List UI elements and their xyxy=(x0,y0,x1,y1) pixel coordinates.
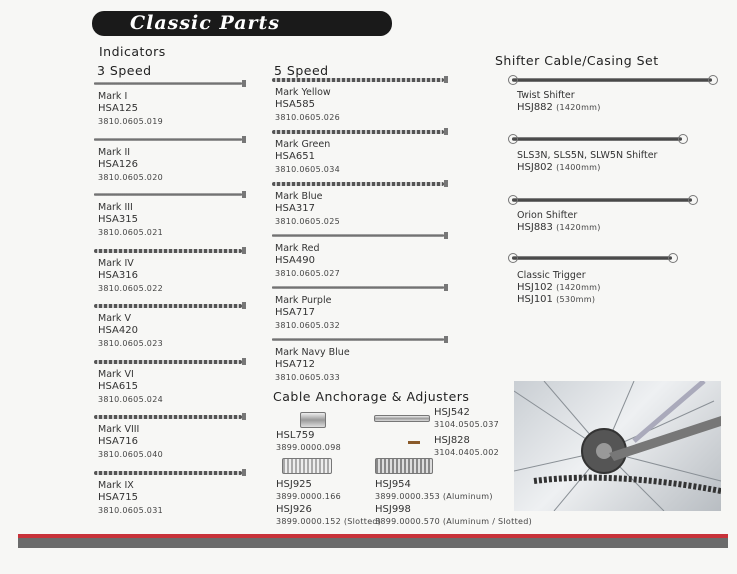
indicator-number: 3810.0605.040 xyxy=(98,450,163,459)
indicator-cable-image xyxy=(272,182,444,186)
part-number: 3899.0000.152 (Slotted) xyxy=(276,517,382,526)
indicator-cable-image xyxy=(94,249,242,253)
indicator-code: HSA712 xyxy=(275,359,315,370)
indicator-cable-image xyxy=(272,130,444,134)
indicator-name: Mark Purple xyxy=(275,295,332,306)
indicator-cable-image xyxy=(272,338,444,341)
indicator-code: HSA317 xyxy=(275,203,315,214)
indicator-name: Mark Yellow xyxy=(275,87,331,98)
indicator-code: HSA490 xyxy=(275,255,315,266)
indicator-number: 3810.0605.022 xyxy=(98,283,163,293)
indicator-number: 3810.0605.023 xyxy=(98,339,163,348)
anchorage-heading: Cable Anchorage & Adjusters xyxy=(273,389,470,404)
part-number: 3899.0000.166 xyxy=(276,492,341,501)
indicator-cable-image xyxy=(272,234,444,237)
indicator-code: HSA126 xyxy=(98,158,138,170)
part-number: 3104.0505.037 xyxy=(434,420,499,429)
shifter-name: Classic Trigger xyxy=(517,270,586,281)
indicator-number: 3810.0605.033 xyxy=(275,373,340,382)
indicator-name: Mark Red xyxy=(275,243,320,254)
indicator-cable-image xyxy=(94,82,242,85)
indicator-number: 3810.0605.025 xyxy=(275,217,340,226)
shifter-code: HSJ102 (1420mm) xyxy=(517,282,601,293)
indicator-code: HSA651 xyxy=(275,151,315,162)
part-number: 3104.0405.002 xyxy=(434,448,499,457)
five-speed-heading: 5 Speed xyxy=(274,63,329,78)
indicators-heading: Indicators xyxy=(99,44,166,59)
shifter-cable-image xyxy=(512,256,672,260)
part-code: HSJ954 xyxy=(375,479,411,490)
indicator-code: HSA420 xyxy=(98,325,138,336)
indicator-number: 3810.0605.032 xyxy=(275,321,340,330)
shifter-cable-image xyxy=(512,137,682,141)
part-code: HSJ828 xyxy=(434,435,470,446)
indicator-number: 3810.0605.031 xyxy=(98,505,163,515)
indicator-code: HSA316 xyxy=(98,269,138,281)
adjuster-part-image xyxy=(375,458,433,474)
shifter-cable-image xyxy=(512,78,712,82)
adjuster-part-image xyxy=(282,458,332,474)
indicator-code: HSA315 xyxy=(98,214,138,225)
indicator-name: Mark II xyxy=(98,146,131,158)
indicator-number: 3810.0605.021 xyxy=(98,228,163,237)
pin-part-image xyxy=(408,441,420,444)
indicator-name: Mark Green xyxy=(275,139,331,150)
indicator-name: Mark IV xyxy=(98,257,134,269)
indicator-name: Mark IX xyxy=(98,479,134,491)
indicator-cable-image xyxy=(94,471,242,475)
indicator-name: Mark Navy Blue xyxy=(275,347,350,358)
indicator-number: 3810.0605.019 xyxy=(98,117,163,126)
indicator-code: HSA125 xyxy=(98,103,138,114)
indicator-number: 3810.0605.024 xyxy=(98,394,163,404)
shifter-name: Orion Shifter xyxy=(517,210,578,221)
indicator-cable-image xyxy=(272,286,444,289)
indicator-name: Mark VI xyxy=(98,368,134,380)
indicator-name: Mark V xyxy=(98,313,131,324)
shifter-code-2: HSJ101 (530mm) xyxy=(517,294,596,305)
part-code: HSJ926 xyxy=(276,504,312,515)
part-number: 3899.0000.098 xyxy=(276,443,341,452)
footer-stripe-gray xyxy=(18,538,728,548)
shifter-name: Twist Shifter xyxy=(517,90,575,101)
indicator-name: Mark VIII xyxy=(98,424,140,435)
indicator-number: 3810.0605.034 xyxy=(275,165,340,174)
part-number: 3899.0000.570 (Aluminum / Slotted) xyxy=(375,517,533,526)
adjuster-part-image xyxy=(374,415,430,422)
indicator-cable-image xyxy=(272,78,444,82)
page-title: Classic Parts xyxy=(130,12,281,34)
shifter-cable-image xyxy=(512,198,692,202)
indicator-cable-image xyxy=(94,193,242,196)
shifter-code: HSJ882 (1420mm) xyxy=(517,102,601,113)
indicator-number: 3810.0605.027 xyxy=(275,269,340,278)
shifter-code: HSJ883 (1420mm) xyxy=(517,222,601,233)
indicator-cable-image xyxy=(94,415,242,419)
indicator-code: HSA585 xyxy=(275,99,315,110)
part-code: HSL759 xyxy=(276,430,315,441)
indicator-number: 3810.0605.026 xyxy=(275,113,340,122)
indicator-name: Mark I xyxy=(98,91,128,102)
three-speed-heading: 3 Speed xyxy=(97,63,152,78)
shifter-code: HSJ802 (1400mm) xyxy=(517,162,601,173)
part-code: HSJ998 xyxy=(375,504,411,515)
indicator-code: HSA615 xyxy=(98,380,138,392)
indicator-code: HSA717 xyxy=(275,307,315,318)
indicator-code: HSA716 xyxy=(98,436,138,447)
indicator-name: Mark Blue xyxy=(275,191,323,202)
indicator-cable-image xyxy=(94,360,242,364)
indicator-code: HSA715 xyxy=(98,491,138,503)
shifter-name: SLS3N, SLS5N, SLW5N Shifter xyxy=(517,150,658,161)
anchorage-part-image xyxy=(300,412,326,428)
indicator-number: 3810.0605.020 xyxy=(98,172,163,182)
part-code: HSJ542 xyxy=(434,407,470,418)
part-code: HSJ925 xyxy=(276,479,312,490)
title-banner xyxy=(92,11,392,36)
bicycle-hub-photo xyxy=(514,381,721,511)
part-number: 3899.0000.353 (Aluminum) xyxy=(375,492,493,501)
indicator-cable-image xyxy=(94,138,242,141)
shifter-heading: Shifter Cable/Casing Set xyxy=(495,53,659,68)
indicator-name: Mark III xyxy=(98,202,133,213)
indicator-cable-image xyxy=(94,304,242,308)
